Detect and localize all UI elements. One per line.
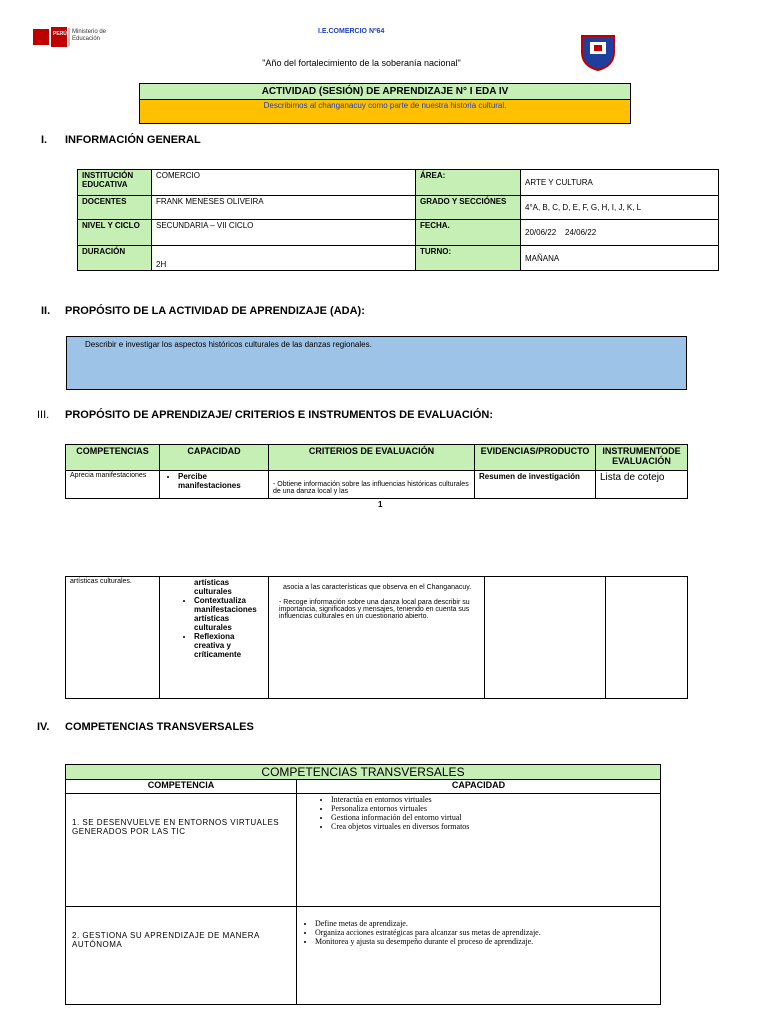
- header-criterios: CRITERIOS DE EVALUACIÓN: [269, 445, 475, 471]
- transversal-header-capacidad: CAPACIDAD: [297, 780, 661, 794]
- transversal-capacidades-2: • Define metas de aprendizaje. • Organiza acciones estratégicas para alcanzar sus metas de aprendizaje. • Monitorea y ajusta su desempeño durante el proceso de aprendizaje.: [297, 907, 661, 1005]
- turno-label: TURNO:: [416, 246, 521, 271]
- session-title-box: [139, 83, 631, 124]
- purpose-box: [66, 336, 687, 390]
- evidencia-cont-cell: [485, 577, 606, 699]
- session-subtitle: Describimos al changanacuy como parte de nuestra historia cultural.: [140, 100, 630, 123]
- area-value: ARTE Y CULTURA: [521, 170, 719, 196]
- header-competencias: COMPETENCIAS: [66, 445, 160, 471]
- competencia-cont-cell: artísticas culturales.: [66, 577, 160, 699]
- evaluation-table-part2: [65, 576, 688, 699]
- header-instrumento: INSTRUMENTODE EVALUACIÓN: [596, 445, 688, 471]
- page-number: 1: [378, 500, 383, 509]
- nivel-value: SECUNDARIA – VII CICLO: [152, 220, 416, 246]
- docentes-label: DOCENTES: [78, 196, 152, 220]
- header-evidencias: EVIDENCIAS/PRODUCTO: [475, 445, 596, 471]
- criterio-cont-cell: asocia a las características que observa en el Changanacuy. - Recoge información sobre una danza local para describir su importancia, significados y mensajes, teniendo en cuenta sus influencias culturales en un cuestionario abierto.: [269, 577, 485, 699]
- section-3-heading: III. PROPÓSITO DE APRENDIZAJE/ CRITERIOS E INSTRUMENTOS DE EVALUACIÓN:: [37, 409, 494, 421]
- minedu-logo: [33, 27, 123, 47]
- section-1-heading: I. INFORMACIÓN GENERAL: [41, 134, 201, 146]
- section-2-heading: II. PROPÓSITO DE LA ACTIVIDAD DE APRENDIZAJE (ADA):: [41, 305, 365, 317]
- general-info-table: [77, 169, 719, 271]
- inst-value: COMERCIO: [152, 170, 416, 196]
- evidencia-cell: Resumen de investigación: [475, 471, 596, 499]
- duracion-value: 2H: [152, 246, 416, 271]
- session-title: ACTIVIDAD (SESIÓN) DE APRENDIZAJE N° I EDA IV: [140, 84, 630, 100]
- area-label: ÁREA:: [416, 170, 521, 196]
- grado-label: GRADO Y SECCIÓNES: [416, 196, 521, 220]
- fecha-label: FECHA.: [416, 220, 521, 246]
- nivel-label: NIVEL Y CICLO: [78, 220, 152, 246]
- header-capacidad: CAPACIDAD: [160, 445, 269, 471]
- transversal-table: [65, 764, 661, 1005]
- transversal-competencia-1: 1. SE DESENVUELVE EN ENTORNOS VIRTUALES GENERADOS POR LAS TIC: [66, 794, 297, 907]
- competencia-cell: Aprecia manifestaciones: [66, 471, 160, 499]
- purpose-text: Describir e investigar los aspectos históricos culturales de las danzas regionales.: [85, 340, 372, 349]
- transversal-competencia-2: 2. GESTIONA SU APRENDIZAJE DE MANERA AUTÓNOMA: [66, 907, 297, 1005]
- instrumento-cont-cell: [606, 577, 688, 699]
- evaluation-table-part1: [65, 444, 688, 499]
- transversal-title: COMPETENCIAS TRANSVERSALES: [66, 765, 661, 780]
- grado-value: 4°A, B, C, D, E, F, G, H, I, J, K, L: [521, 196, 719, 220]
- transversal-capacidades-1: • Interactúa en entornos virtuales • Personaliza entornos virtuales • Gestiona información del entorno virtual • Crea objetos virtuales en diversos formatos: [297, 794, 661, 907]
- criterio-cell: - Obtiene información sobre las influencias históricas culturales de una danza local y las: [269, 471, 475, 499]
- inst-label: INSTITUCIÓN EDUCATIVA: [78, 170, 152, 196]
- logo-peru-text: PERÚ: [53, 31, 67, 37]
- logo-ministerio-text: Ministerio de Educación: [72, 29, 107, 42]
- section-4-heading: IV. COMPETENCIAS TRANSVERSALES: [37, 721, 254, 733]
- duracion-label: DURACIÓN: [78, 246, 152, 271]
- capacidad-cont-cell: artísticas culturales • Contextualiza manifestaciones artísticas culturales • Reflexiona creativa y críticamente: [160, 577, 269, 699]
- capacidad-cell: • Percibe manifestaciones: [160, 471, 269, 499]
- transversal-header-competencia: COMPETENCIA: [66, 780, 297, 794]
- docentes-value: FRANK MENESES OLIVEIRA: [152, 196, 416, 220]
- turno-value: MAÑANA: [521, 246, 719, 271]
- fecha-value: 20/06/22 24/06/22: [521, 220, 719, 246]
- year-motto: "Año del fortalecimiento de la soberanía nacional": [262, 58, 461, 68]
- school-name: I.E.COMERCIO Nº64: [318, 28, 385, 35]
- instrumento-cell: Lista de cotejo: [596, 471, 688, 499]
